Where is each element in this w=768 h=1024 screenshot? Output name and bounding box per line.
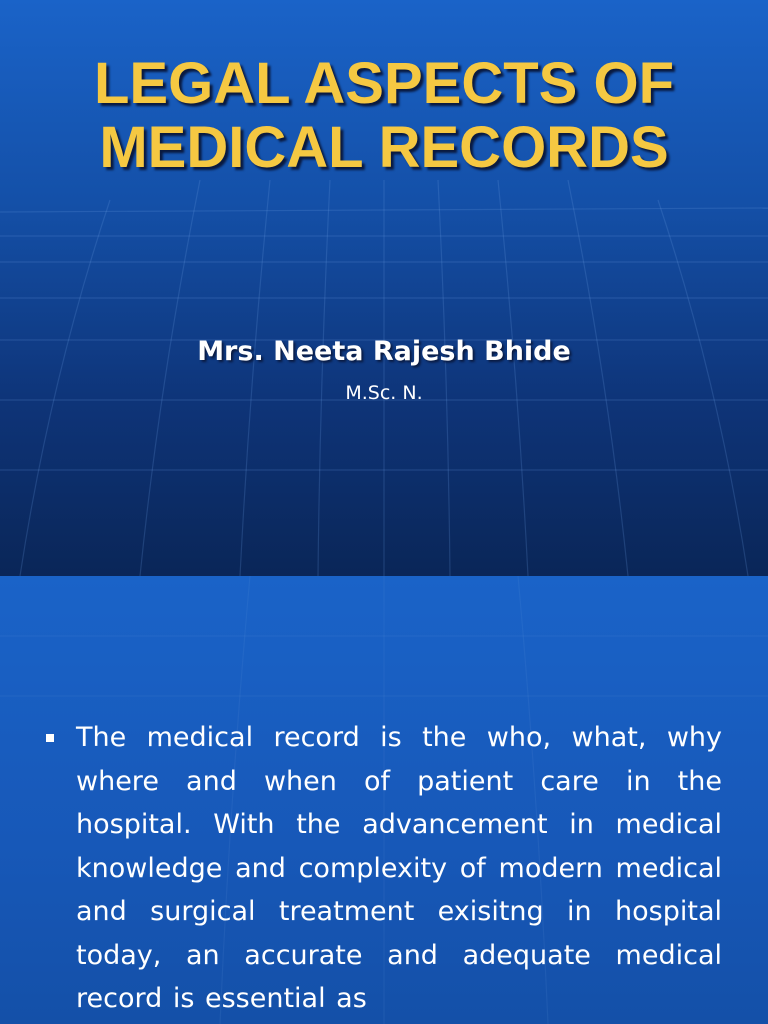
- presentation-title: [0, 52, 768, 180]
- author-name: Mrs. Neeta Rajesh Bhide: [197, 336, 571, 367]
- bullet-list: [46, 716, 722, 1021]
- title-line-1: LEGAL ASPECTS OF: [93, 51, 675, 116]
- list-item: [46, 716, 722, 1021]
- title-line-2: MEDICAL RECORDS: [99, 115, 669, 180]
- content-slide: [0, 576, 768, 1024]
- square-bullet-icon: [46, 734, 54, 742]
- author-degree: M.Sc. N.: [345, 382, 423, 404]
- bullet-text: The medical record is the who, what, why where and when of patient care in the hospital. With the advancement in medical knowledge and complexity of modern medical and surgical treatment exisitng in hospital today, an accurate and adequate medical record is essential as: [76, 722, 722, 1014]
